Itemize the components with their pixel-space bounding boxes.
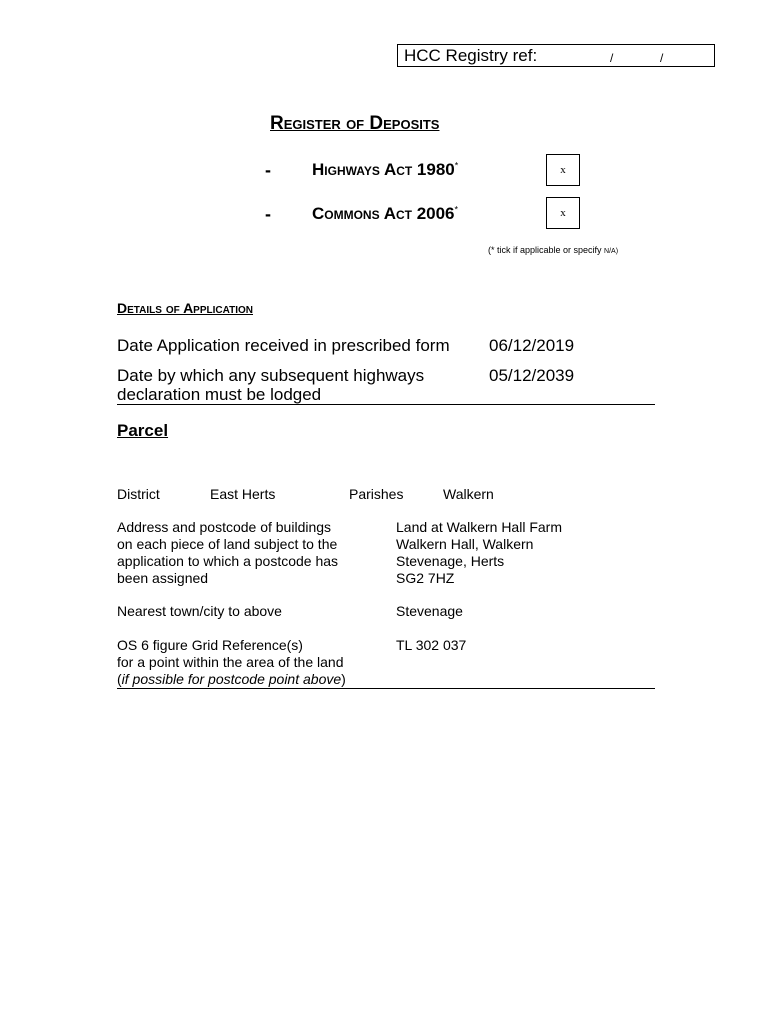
address-label: Address and postcode of buildings on each piece of land subject to the application to which a postcode has been assigned <box>117 519 339 586</box>
parcel-divider <box>117 688 655 689</box>
details-divider <box>117 404 655 405</box>
registry-ref-label: HCC Registry ref: <box>404 46 538 65</box>
address-value: Land at Walkern Hall Farm Walkern Hall, Walkern Stevenage, Herts SG2 7HZ <box>396 519 562 586</box>
town-value: Stevenage <box>396 603 463 619</box>
parishes-value: Walkern <box>443 486 494 502</box>
declaration-value: 05/12/2039 <box>489 366 575 385</box>
grid-ref-label: OS 6 figure Grid Reference(s) for a point within the area of the land (if possible for postcode point above) <box>117 637 346 687</box>
act-commons-checkbox[interactable]: x <box>546 197 580 229</box>
registry-ref-box <box>397 44 715 67</box>
parishes-label: Parishes <box>349 486 404 502</box>
registry-ref-slash-2: / <box>660 51 664 65</box>
grid-ref-value: TL 302 037 <box>396 637 467 653</box>
act-highways-checkbox[interactable]: x <box>546 154 580 186</box>
act-highways-label: Highways Act 1980* <box>312 160 459 179</box>
received-label: Date Application received in prescribed form <box>117 336 450 355</box>
details-heading: Details of Application <box>117 300 253 316</box>
received-value: 06/12/2019 <box>489 336 575 355</box>
act-2-dash: - <box>265 204 271 224</box>
act-commons-label: Commons Act 2006* <box>312 204 459 223</box>
tick-note: (* tick if applicable or specify N/A) <box>488 245 619 255</box>
district-value: East Herts <box>210 486 276 502</box>
page-title: Register of Deposits <box>270 113 440 134</box>
registry-ref-slash-1: / <box>610 51 614 65</box>
act-1-dash: - <box>265 160 271 180</box>
declaration-label: Date by which any subsequent highways declaration must be lodged <box>117 366 425 404</box>
parcel-heading: Parcel <box>117 421 169 440</box>
town-label: Nearest town/city to above <box>117 603 282 619</box>
district-label: District <box>117 486 160 502</box>
